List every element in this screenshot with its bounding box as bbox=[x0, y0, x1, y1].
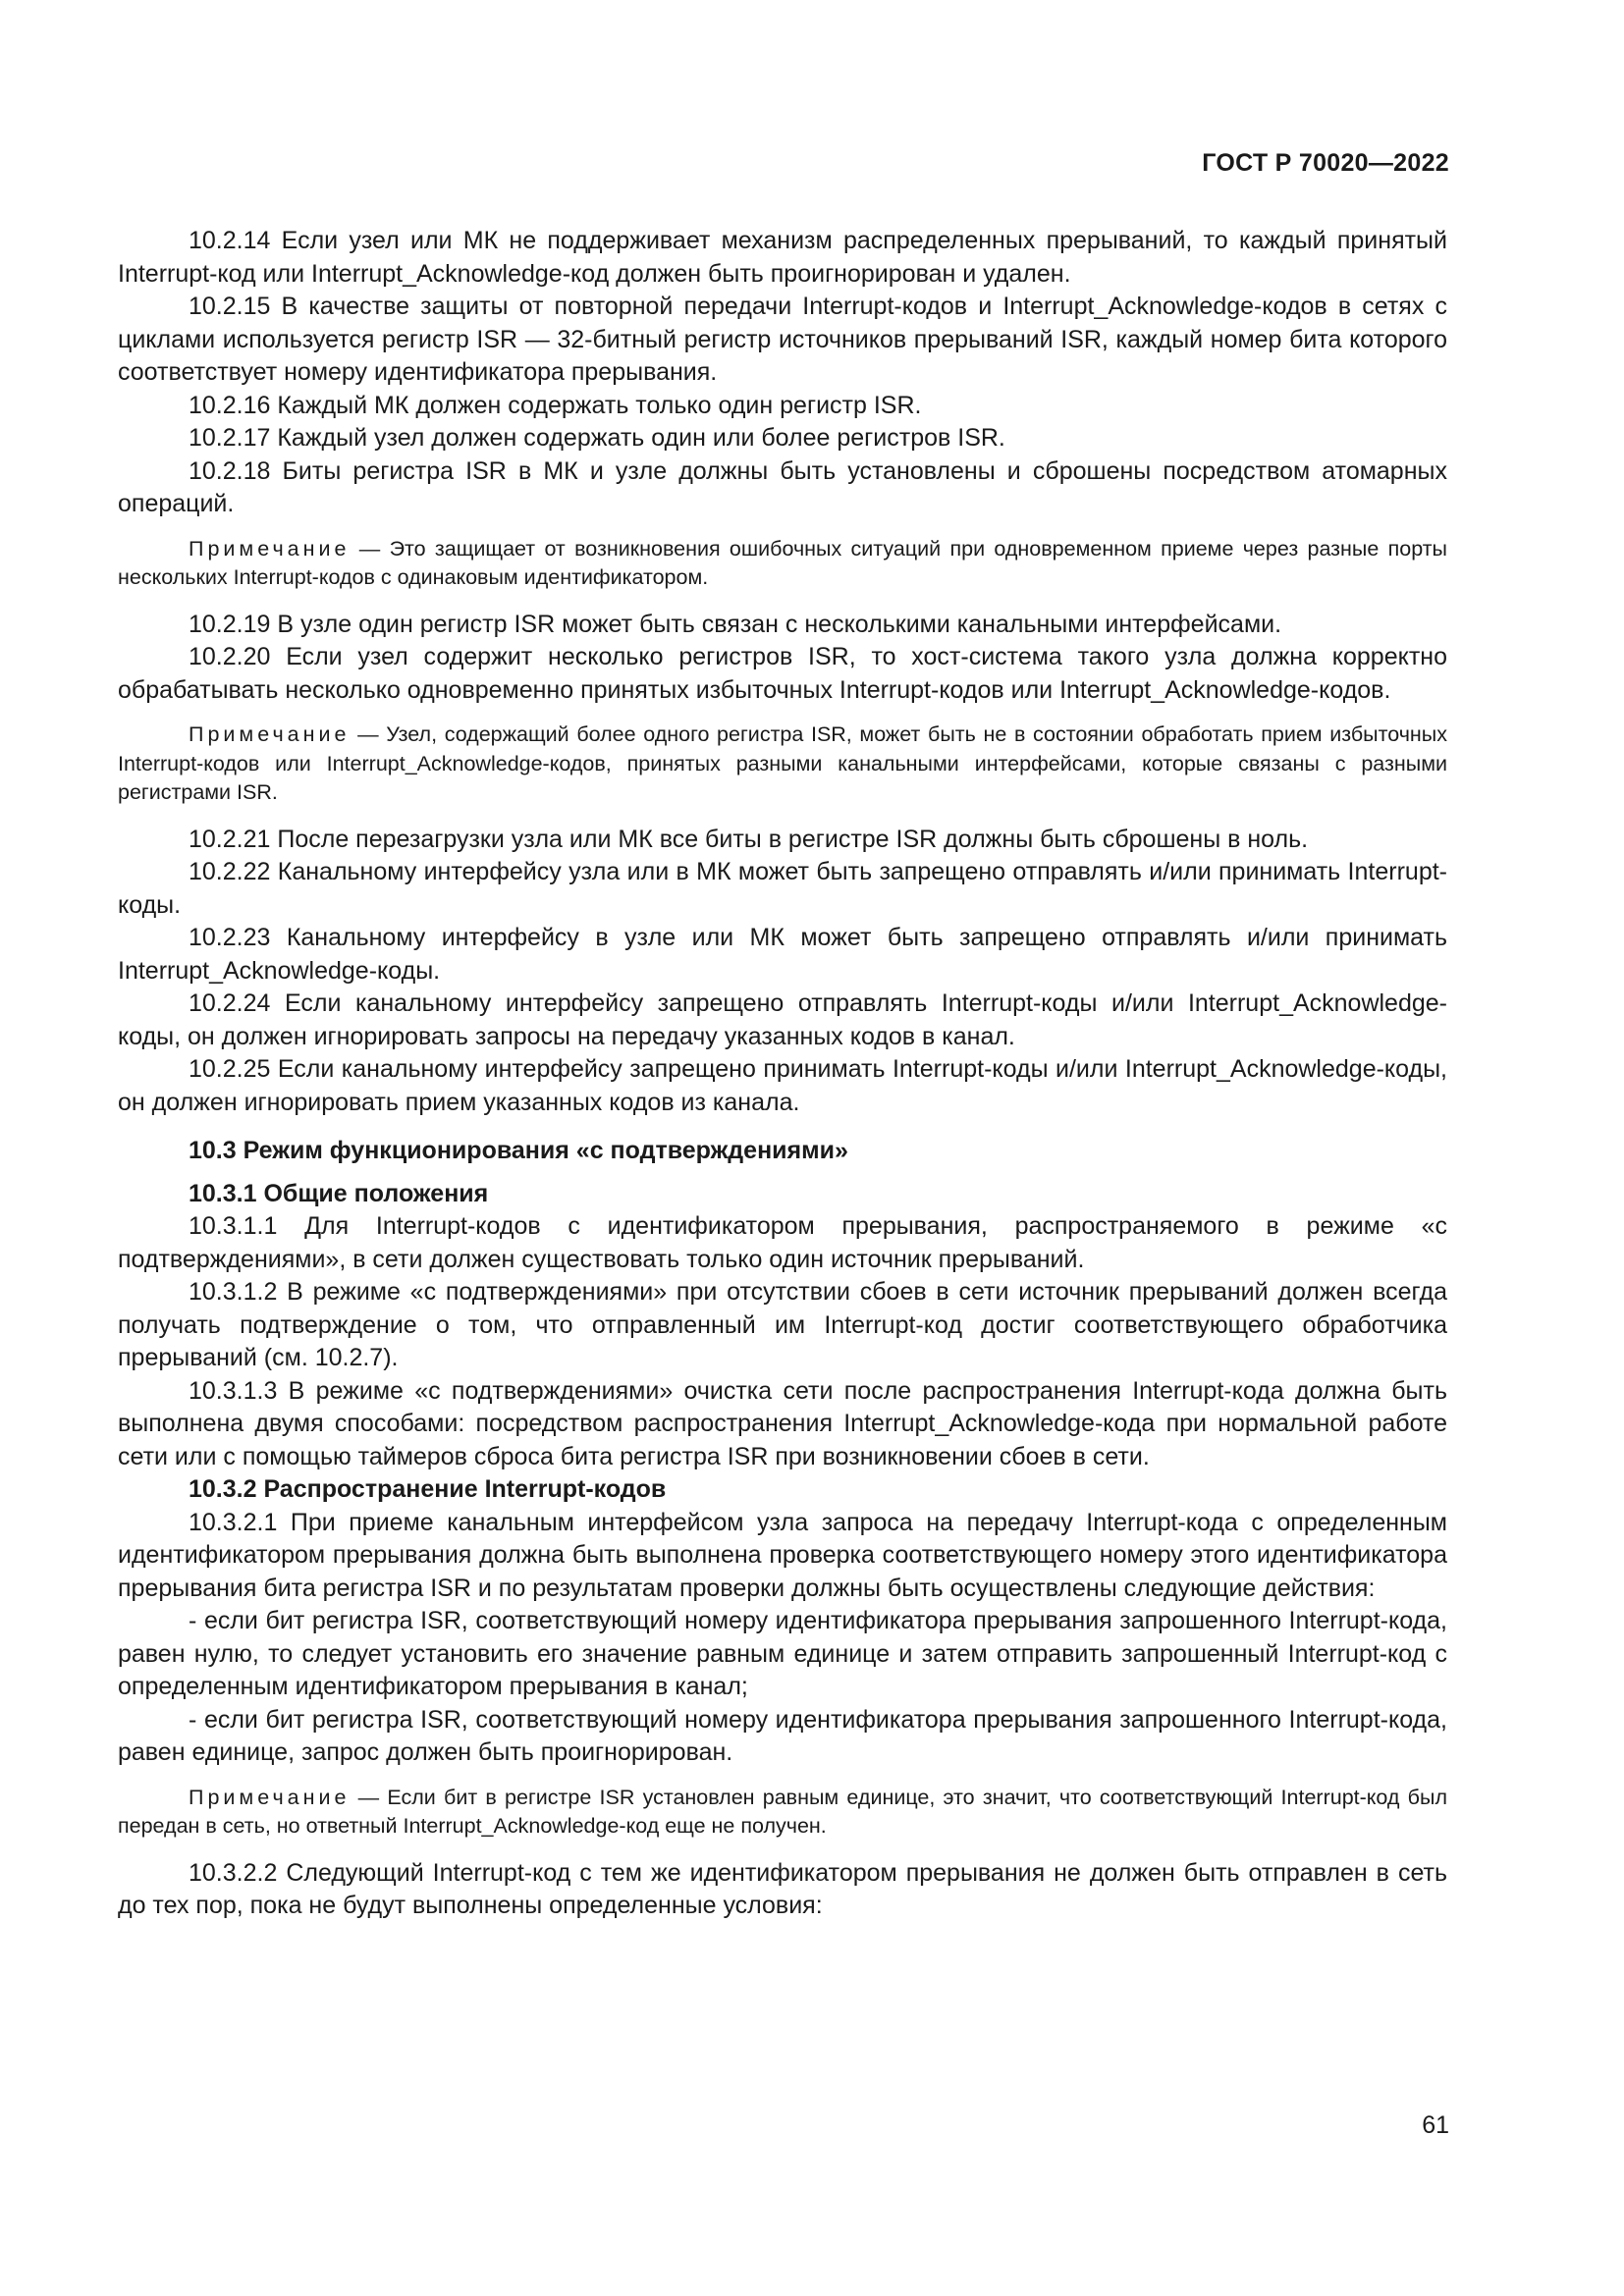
page-body bbox=[118, 225, 1447, 1923]
paragraph-10-2-16: 10.2.16 Каждый МК должен содержать только один регистр ISR. bbox=[189, 391, 922, 419]
paragraph-10-3-1-2: 10.3.1.2 В режиме «с подтверждениями» при отсутствии сбоев в сети источник прерываний должен всегда получать подтверждение о том, что отправленный им Interrupt-код достиг соответствующего обработчика прерываний (см. 10.2.7). bbox=[118, 1278, 1447, 1371]
subsection-heading-10-3-1: 10.3.1 Общие положения bbox=[189, 1179, 489, 1207]
note-label: Примечание bbox=[189, 536, 351, 561]
paragraph-10-3-1-1: 10.3.1.1 Для Interrupt-кодов с идентификатором прерывания, распространяемого в режиме «с подтверждениями», в сети должен существовать только один источник прерываний. bbox=[118, 1212, 1447, 1273]
paragraph-10-2-18: 10.2.18 Биты регистра ISR в МК и узле должны быть установлены и сброшены посредством атомарных операций. bbox=[118, 456, 1447, 517]
paragraph-10-2-14: 10.2.14 Если узел или МК не поддерживает механизм распределенных прерываний, то каждый принятый Interrupt-код или Interrupt_Acknowledge-код должен быть проигнорирован и удален. bbox=[118, 227, 1447, 288]
note-label: Примечание bbox=[189, 722, 351, 746]
document-id: ГОСТ Р 70020—2022 bbox=[1202, 149, 1449, 177]
paragraph-10-2-22: 10.2.22 Канальному интерфейсу узла или в МК может быть запрещено отправлять и/или принимать Interrupt-коды. bbox=[118, 858, 1447, 919]
list-item: - если бит регистра ISR, соответствующий номеру идентификатора прерывания запрошенного Interrupt-кода, равен единице, запрос должен быть проигнорирован. bbox=[118, 1705, 1447, 1766]
paragraph-10-2-15: 10.2.15 В качестве защиты от повторной передачи Interrupt-кодов и Interrupt_Acknowledge-кодов в сетях с циклами используется регистр ISR — 32-битный регистр источников прерываний ISR, каждый номер бита которого соответствует номеру идентификатора прерывания. bbox=[118, 293, 1447, 386]
note-3 bbox=[118, 1784, 1447, 1842]
note-label: Примечание bbox=[189, 1785, 351, 1809]
paragraph-10-2-17: 10.2.17 Каждый узел должен содержать один или более регистров ISR. bbox=[189, 424, 1005, 452]
subsection-heading-10-3-2: 10.3.2 Распространение Interrupt-кодов bbox=[189, 1475, 667, 1503]
paragraph-10-2-21: 10.2.21 После перезагрузки узла или МК все биты в регистре ISR должны быть сброшены в ноль. bbox=[189, 825, 1309, 853]
note-2 bbox=[118, 721, 1447, 808]
paragraph-10-2-25: 10.2.25 Если канальному интерфейсу запрещено принимать Interrupt-коды и/или Interrupt_Acknowledge-коды, он должен игнорировать прием указанных кодов из канала. bbox=[118, 1055, 1447, 1116]
paragraph-10-3-1-3: 10.3.1.3 В режиме «с подтверждениями» очистка сети после распространения Interrupt-кода должна быть выполнена двумя способами: посредством распространения Interrupt_Acknowledge-кода при нормальной работе сети или с помощью таймеров сброса бита регистра ISR при возникновении сбоев в сети. bbox=[118, 1376, 1447, 1470]
list-item: - если бит регистра ISR, соответствующий номеру идентификатора прерывания запрошенного Interrupt-кода, равен нулю, то следует установить его значение равным единице и затем отправить запрошенный Interrupt-код с определенным идентификатором прерывания в канал; bbox=[118, 1607, 1447, 1700]
note-3-text: — Если бит в регистре ISR установлен равным единице, это значит, что соответствующий Interrupt-код был передан в сеть, но ответный Interrupt_Acknowledge-код еще не получен. bbox=[118, 1785, 1447, 1838]
paragraph-10-2-24: 10.2.24 Если канальному интерфейсу запрещено отправлять Interrupt-коды и/или Interrupt_Acknowledge-коды, он должен игнорировать запросы на передачу указанных кодов в канал. bbox=[118, 989, 1447, 1050]
paragraph-10-2-23: 10.2.23 Канальному интерфейсу в узле или МК может быть запрещено отправлять и/или принимать Interrupt_Acknowledge-коды. bbox=[118, 924, 1447, 985]
page-number: 61 bbox=[1422, 2111, 1449, 2139]
section-heading-10-3: 10.3 Режим функционирования «с подтверждениями» bbox=[189, 1137, 848, 1164]
note-1 bbox=[118, 535, 1447, 593]
note-1-text: — Это защищает от возникновения ошибочных ситуаций при одновременном приеме через разные порты нескольких Interrupt-кодов с одинаковым идентификатором. bbox=[118, 536, 1447, 589]
paragraph-10-3-2-1: 10.3.2.1 При приеме канальным интерфейсом узла запроса на передачу Interrupt-кода с определенным идентификатором прерывания должна быть выполнена проверка соответствующего номеру этого идентификатора прерывания бита регистра ISR и по результатам проверки должны быть осуществлены следующие действия: bbox=[118, 1508, 1447, 1602]
paragraph-10-3-2-2: 10.3.2.2 Следующий Interrupt-код с тем же идентификатором прерывания не должен быть отправлен в сеть до тех пор, пока не будут выполнены определенные условия: bbox=[118, 1858, 1447, 1919]
paragraph-10-2-20: 10.2.20 Если узел содержит несколько регистров ISR, то хост-система такого узла должна корректно обрабатывать несколько одновременно принятых избыточных Interrupt-кодов или Interrupt_Acknowledge-кодов. bbox=[118, 643, 1447, 704]
note-2-text: — Узел, содержащий более одного регистра ISR, может быть не в состоянии обработать прием избыточных Interrupt-кодов или Interrupt_Acknowledge-кодов, принятых разными канальными интерфейсами, которые связаны с разными регистрами ISR. bbox=[118, 722, 1447, 804]
paragraph-10-2-19: 10.2.19 В узле один регистр ISR может быть связан с несколькими канальными интерфейсами. bbox=[189, 610, 1282, 638]
